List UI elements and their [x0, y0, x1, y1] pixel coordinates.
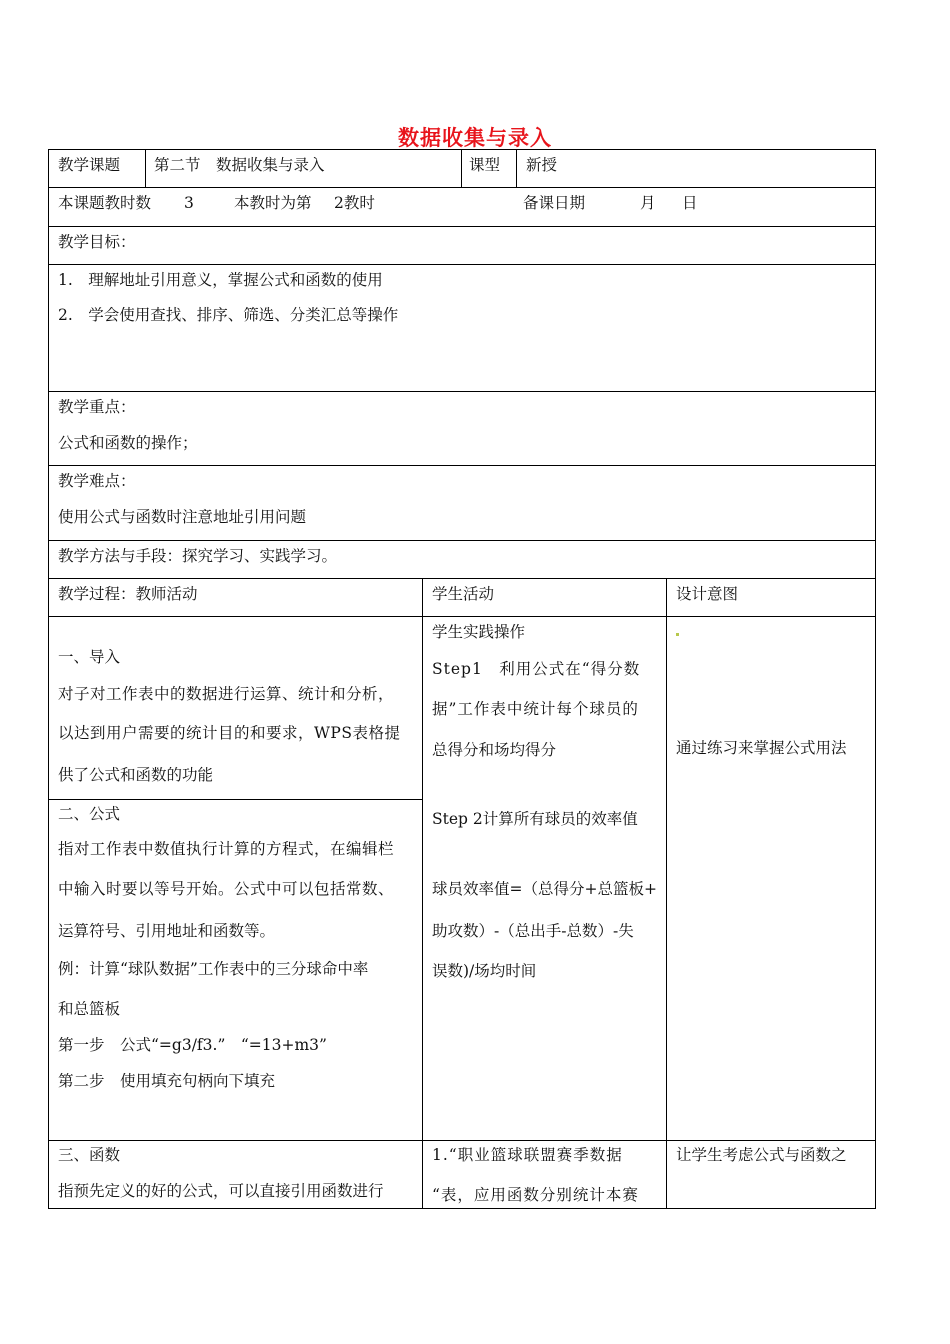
formula-line: 指对工作表中数值执行计算的方程式，在编辑栏 — [58, 840, 395, 858]
step2-line: Step 2计算所有球员的效率值 — [432, 810, 638, 828]
formula-line: 例：计算“球队数据”工作表中的三分球命中率 — [58, 960, 369, 978]
table-rule — [48, 465, 876, 466]
lesson-type-value: 新授 — [526, 156, 558, 174]
intro-line: 以达到用户需要的统计目的和要求，WPS表格提 — [58, 724, 401, 742]
total-hours-label: 本课题教时数 — [58, 194, 152, 212]
efficiency-line: 助攻数）-（总出手-总数）-失 — [432, 922, 634, 940]
function-title: 三、函数 — [58, 1146, 121, 1164]
formula-title: 二、公式 — [58, 805, 121, 823]
table-rule — [48, 226, 876, 227]
formula-line: 和总篮板 — [58, 1000, 121, 1018]
table-rule — [48, 578, 876, 579]
function-line: 指预先定义的好的公式，可以直接引用函数进行 — [58, 1182, 384, 1200]
design-intent-text: 通过练习来掌握公式用法 — [676, 739, 847, 757]
table-rule — [422, 578, 423, 1208]
step1-line: Step1 利用公式在“得分数 — [432, 660, 641, 678]
table-rule — [666, 578, 667, 1208]
topic-value: 第二节 数据收集与录入 — [154, 156, 325, 174]
difficulties-label: 教学难点： — [58, 472, 136, 490]
efficiency-line: 球员效率值=（总得分+总篮板+ — [432, 880, 657, 898]
intro-line: 对子对工作表中的数据进行运算、统计和分析， — [58, 685, 395, 703]
table-rule — [48, 1140, 876, 1141]
table-rule — [48, 616, 876, 617]
marker-dot — [676, 633, 679, 636]
teacher-activity-header: 教学过程：教师活动 — [58, 585, 198, 603]
efficiency-line: 误数)/场均时间 — [432, 962, 537, 980]
league-line: “表，应用函数分别统计本赛 — [432, 1186, 639, 1204]
table-rule — [145, 149, 146, 187]
key-points-label: 教学重点： — [58, 398, 136, 416]
formula-line: 运算符号、引用地址和函数等。 — [58, 922, 276, 940]
difficulties-text: 使用公式与函数时注意地址引用问题 — [58, 508, 307, 526]
total-hours-value: 3 — [184, 194, 194, 212]
table-rule — [48, 799, 422, 800]
step1-line: 据”工作表中统计每个球员的 — [432, 700, 639, 718]
table-rule — [516, 149, 517, 187]
prep-date-label: 备课日期 — [523, 194, 586, 212]
objective-item: 2. 学会使用查找、排序、筛选、分类汇总等操作 — [58, 306, 399, 324]
objectives-label: 教学目标： — [58, 233, 136, 251]
formula-line: 第一步 公式“=g3/f3.” “=13+m3” — [58, 1036, 327, 1054]
intro-line: 供了公式和函数的功能 — [58, 766, 214, 784]
key-points-text: 公式和函数的操作； — [58, 434, 198, 452]
table-rule — [48, 540, 876, 541]
current-hour-value: 2教时 — [334, 194, 375, 212]
prep-day-label: 日 — [682, 194, 698, 212]
current-hour-label: 本教时为第 — [234, 194, 312, 212]
table-rule — [48, 391, 876, 392]
teaching-method: 教学方法与手段：探究学习、实践学习。 — [58, 547, 338, 565]
formula-line: 第二步 使用填充句柄向下填充 — [58, 1072, 276, 1090]
table-rule — [461, 149, 462, 187]
design-intent-text: 让学生考虑公式与函数之 — [676, 1146, 847, 1164]
lesson-type-label: 课型 — [469, 156, 501, 174]
design-intent-header: 设计意图 — [676, 585, 739, 603]
practice-title: 学生实践操作 — [432, 623, 526, 641]
league-line: 1.“职业篮球联盟赛季数据 — [432, 1146, 623, 1164]
intro-title: 一、导入 — [58, 648, 121, 666]
step1-line: 总得分和场均得分 — [432, 741, 557, 759]
formula-line: 中输入时要以等号开始。公式中可以包括常数、 — [58, 880, 395, 898]
table-rule — [48, 187, 876, 188]
objective-item: 1. 理解地址引用意义，掌握公式和函数的使用 — [58, 271, 383, 289]
table-rule — [48, 1208, 876, 1209]
document-title: 数据收集与录入 — [398, 126, 552, 150]
prep-month-label: 月 — [640, 194, 656, 212]
student-activity-header: 学生活动 — [432, 585, 495, 603]
topic-label: 教学课题 — [58, 156, 121, 174]
table-rule — [48, 264, 876, 265]
